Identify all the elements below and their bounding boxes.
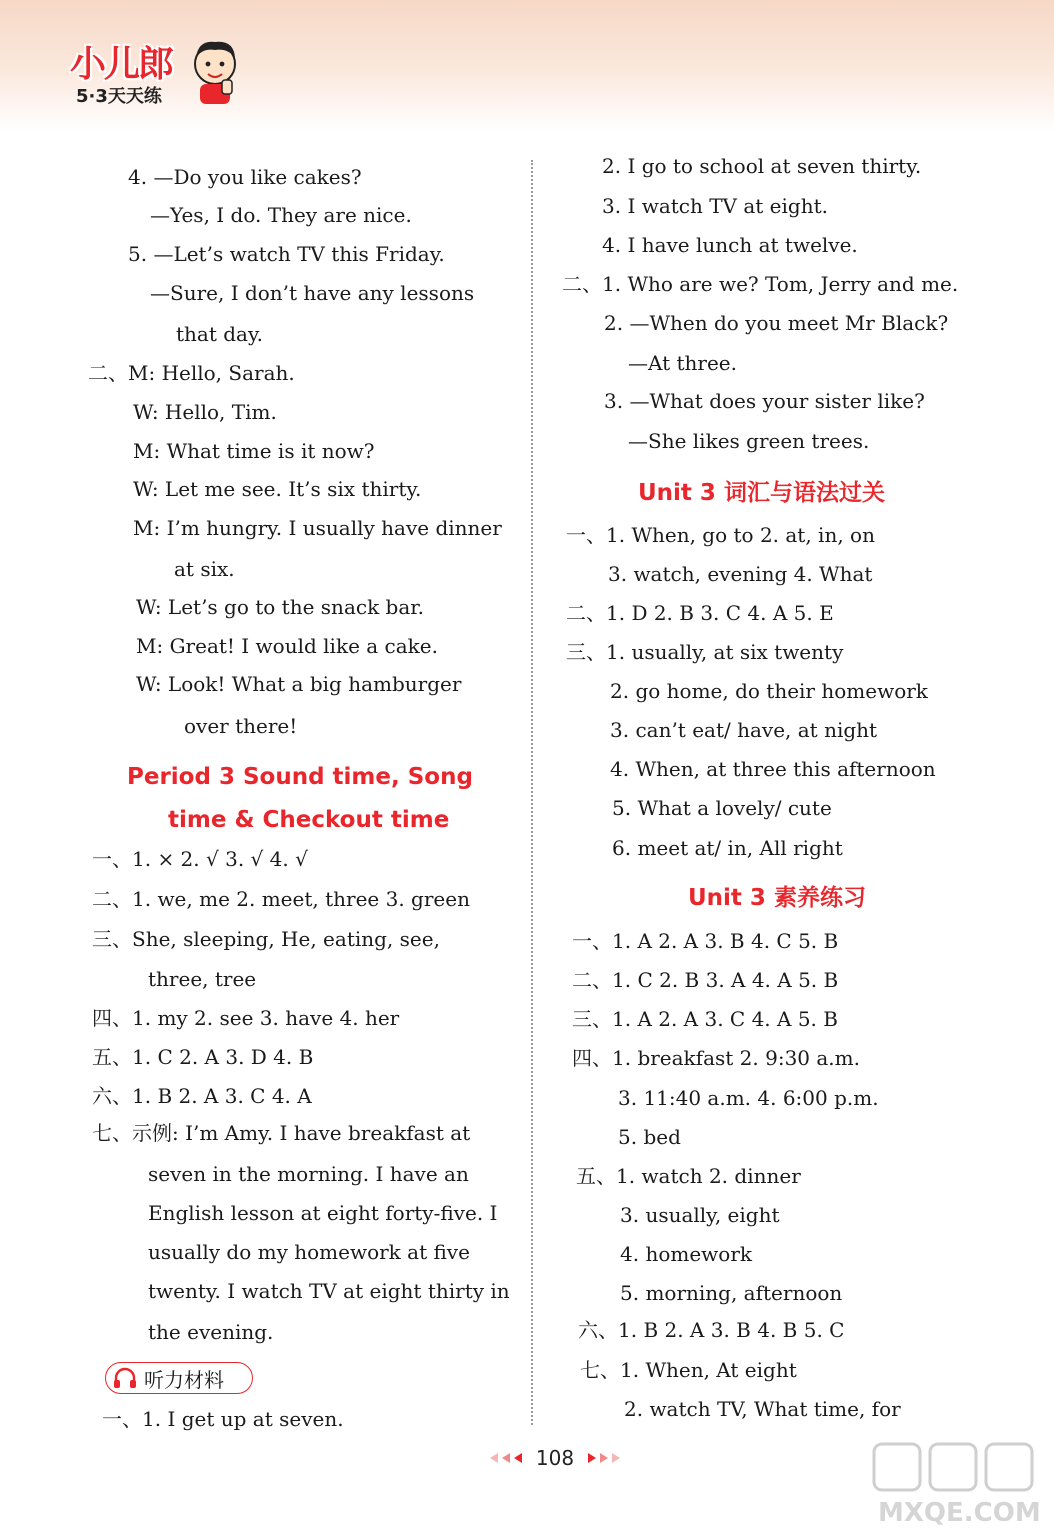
series-name: 5·3天天练 bbox=[76, 86, 162, 107]
brand-name: 小儿郎 bbox=[70, 44, 173, 85]
right-line: 3. 11:40 a.m. 4. 6:00 p.m. bbox=[618, 1086, 879, 1110]
left-line: 三、She, sleeping, He, eating, see, bbox=[92, 927, 440, 951]
left-line: 二、M: Hello, Sarah. bbox=[88, 361, 295, 385]
right-line: 一、1. A 2. A 3. B 4. C 5. B bbox=[572, 929, 839, 953]
right-line: 3. usually, eight bbox=[620, 1203, 780, 1227]
left-line: W: Let’s go to the snack bar. bbox=[136, 595, 424, 619]
left-line: 二、1. we, me 2. meet, three 3. green bbox=[92, 887, 470, 911]
left-line: 5. —Let’s watch TV this Friday. bbox=[128, 242, 445, 266]
left-line: twenty. I watch TV at eight thirty in bbox=[148, 1279, 510, 1303]
right-line: 2. I go to school at seven thirty. bbox=[602, 154, 922, 178]
left-line: three, tree bbox=[148, 967, 257, 991]
watermark-text: MXQE.COM bbox=[878, 1498, 1041, 1528]
left-line: 一、1. I get up at seven. bbox=[102, 1407, 344, 1431]
right-line: 5. bed bbox=[618, 1125, 681, 1149]
right-line: 3. I watch TV at eight. bbox=[602, 194, 828, 218]
right-line: 4. homework bbox=[620, 1242, 753, 1266]
right-line: 2. go home, do their homework bbox=[610, 679, 928, 703]
right-line: 二、1. C 2. B 3. A 4. A 5. B bbox=[572, 968, 839, 992]
left-line: 七、示例: I’m Amy. I have breakfast at bbox=[92, 1121, 471, 1145]
right-line: 五、1. watch 2. dinner bbox=[576, 1164, 801, 1188]
brand-logo bbox=[70, 36, 240, 116]
left-line: W: Let me see. It’s six thirty. bbox=[133, 477, 422, 501]
left-line: 一、1. × 2. √ 3. √ 4. √ bbox=[92, 847, 308, 871]
left-line: 四、1. my 2. see 3. have 4. her bbox=[92, 1006, 400, 1030]
listening-material-badge bbox=[105, 1362, 253, 1394]
left-line: W: Look! What a big hamburger bbox=[136, 672, 462, 696]
right-line: 2. —When do you meet Mr Black? bbox=[604, 311, 949, 335]
right-line: 四、1. breakfast 2. 9:30 a.m. bbox=[572, 1046, 860, 1070]
listening-material-label: 听力材料 bbox=[144, 1367, 224, 1392]
left-line: 六、1. B 2. A 3. C 4. A bbox=[92, 1084, 312, 1108]
left-line: English lesson at eight forty-five. I bbox=[148, 1201, 498, 1225]
right-line: 二、1. Who are we? Tom, Jerry and me. bbox=[562, 272, 959, 296]
next-page-arrows-icon bbox=[582, 1451, 622, 1465]
right-line: 4. When, at three this afternoon bbox=[610, 757, 936, 781]
left-line: 4. —Do you like cakes? bbox=[128, 165, 362, 189]
left-line: W: Hello, Tim. bbox=[133, 400, 277, 424]
unit3-practice-heading: Unit 3 素养练习 bbox=[688, 885, 866, 911]
mascot-icon bbox=[188, 36, 242, 108]
period3-heading-line2: time & Checkout time bbox=[168, 807, 450, 833]
right-line: 5. morning, afternoon bbox=[620, 1281, 843, 1305]
right-line: —She likes green trees. bbox=[628, 429, 870, 453]
left-line: M: What time is it now? bbox=[133, 439, 375, 463]
left-line: —Sure, I don’t have any lessons bbox=[150, 281, 475, 305]
headphones-icon bbox=[112, 1366, 138, 1390]
left-line: at six. bbox=[174, 557, 235, 581]
right-line: —At three. bbox=[628, 351, 737, 375]
watermark bbox=[870, 1440, 1050, 1532]
right-line: 二、1. D 2. B 3. C 4. A 5. E bbox=[566, 601, 834, 625]
right-line: 七、1. When, At eight bbox=[580, 1358, 797, 1382]
right-line: 4. I have lunch at twelve. bbox=[602, 233, 858, 257]
left-line: the evening. bbox=[148, 1320, 274, 1344]
right-line: 6. meet at/ in, All right bbox=[612, 836, 843, 860]
right-line: 3. —What does your sister like? bbox=[604, 389, 925, 413]
left-line: M: I’m hungry. I usually have dinner bbox=[133, 516, 502, 540]
period3-heading-line1: Period 3 Sound time, Song bbox=[127, 764, 473, 790]
right-line: 3. can’t eat/ have, at night bbox=[610, 718, 878, 742]
left-line: seven in the morning. I have an bbox=[148, 1162, 469, 1186]
left-line: that day. bbox=[176, 322, 263, 346]
right-line: 3. watch, evening 4. What bbox=[608, 562, 873, 586]
unit3-vocab-heading: Unit 3 词汇与语法过关 bbox=[638, 480, 885, 506]
left-line: over there! bbox=[184, 714, 298, 738]
left-line: usually do my homework at five bbox=[148, 1240, 470, 1264]
right-line: 六、1. B 2. A 3. B 4. B 5. C bbox=[578, 1318, 845, 1342]
left-line: M: Great! I would like a cake. bbox=[136, 634, 438, 658]
right-line: 三、1. A 2. A 3. C 4. A 5. B bbox=[572, 1007, 838, 1031]
page-number: 108 bbox=[535, 1446, 575, 1470]
right-line: 一、1. When, go to 2. at, in, on bbox=[566, 523, 875, 547]
watermark-stamp-icon bbox=[870, 1440, 1040, 1496]
right-line: 2. watch TV, What time, for bbox=[624, 1397, 901, 1421]
left-line: 五、1. C 2. A 3. D 4. B bbox=[92, 1045, 314, 1069]
column-divider bbox=[531, 160, 533, 1425]
right-line: 三、1. usually, at six twenty bbox=[566, 640, 844, 664]
right-line: 5. What a lovely/ cute bbox=[612, 796, 832, 820]
prev-page-arrows-icon bbox=[488, 1451, 528, 1465]
left-line: —Yes, I do. They are nice. bbox=[150, 203, 412, 227]
page-footer bbox=[470, 1445, 640, 1471]
